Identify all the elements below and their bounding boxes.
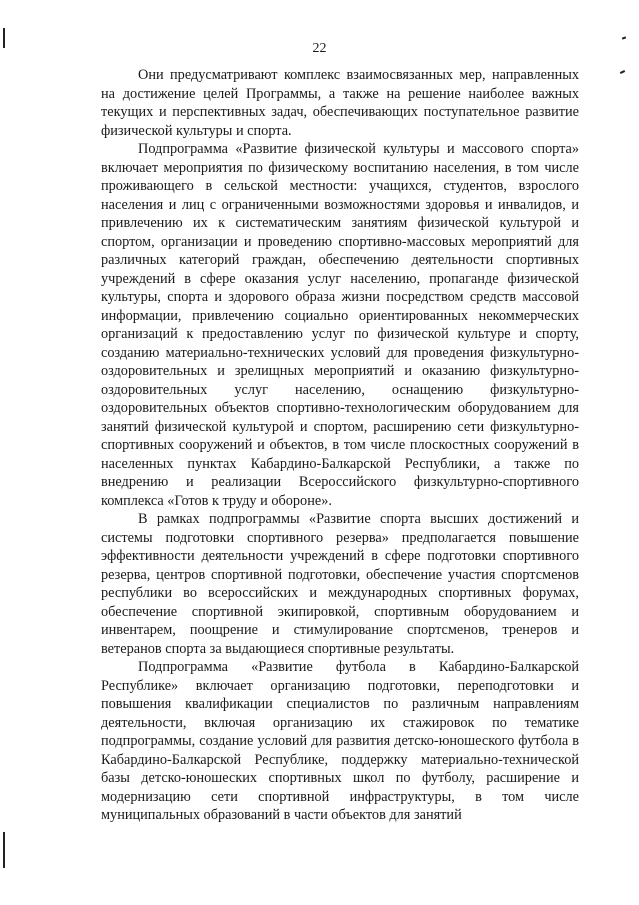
page-number: 22 bbox=[312, 41, 327, 56]
paragraph-high-achievement-sport: В рамках подпрограммы «Развитие спорта высших достижений и системы подготовки спортивного резерва» предполагается повышение эффективности деятельности учреждений в сфере подготовки спортивного резерва, центров спортивной подготовки, обеспечение участия спортсменов республики во всероссийских и международных спортивных форумах, обеспечение спортивной экипировкой, спортивным оборудованием и инвентарем, поощрение и стимулирование спортсменов, тренеров и ветеранов спорта за выдающиеся спортивные результаты. bbox=[101, 511, 579, 657]
paragraph-mass-sport: Подпрограмма «Развитие физической культуры и массового спорта» включает мероприятия по физическому воспитанию населения, в том числе проживающего в сельской местности: учащихся, студентов, взрослого населения и лиц с ограниченными возможностями здоровья и инвалидов, и привлечению их к систематическим занятиям физической культурой и спортом, организации и проведению спортивно-массовых мероприятий для различных категорий граждан, обеспечению деятельности спортивных учреждений в сфере оказания услуг населению, пропаганде физической культуры, спорта и здорового образа жизни посредством средств массовой информации, привлечению социально ориентированных некоммерческих организаций к предоставлению услуг по физической культуре и спорту, созданию материально-технических условий для проведения физкультурно-оздоровительных и зрелищных мероприятий и оказанию физкультурно-оздоровительных услуг населению, оснащению физкультурно-оздоровительных объектов спортивно-технологическим оборудованием для занятий физической культурой и спортом, расширению сети физкультурно-спортивных сооружений и объектов, в том числе плоскостных сооружений в населенных пунктах Кабардино-Балкарской Республики, а также по внедрению и реализации Всероссийского физкультурно-спортивного комплекса «Готов к труду и обороне». bbox=[101, 141, 579, 509]
scan-edge-mark bbox=[3, 832, 5, 868]
scan-speck bbox=[620, 70, 625, 74]
paragraph-football: Подпрограмма «Развитие футбола в Кабардино-Балкарской Республике» включает организацию подготовки, переподготовки и повышения квалификации специалистов по различным направлениям деятельности, включая организацию их стажировок по тематике подпрограммы, создание условий для развития детско-юношеского футбола в Кабардино-Балкарской Республике, поддержку материально-технической базы детско-юношеских спортивных школ по футболу, расширение и модернизацию сети спортивной инфраструктуры, в том числе муниципальных образований в части объектов для занятий bbox=[101, 659, 579, 823]
paragraph-measures: Они предусматривают комплекс взаимосвязанных мер, направленных на достижение целей Программы, а также на решение наиболее важных текущих и перспективных задач, обеспечивающих поступательное развитие физической культуры и спорта. bbox=[101, 67, 579, 139]
document-body bbox=[101, 66, 579, 825]
scan-speck bbox=[622, 36, 626, 39]
